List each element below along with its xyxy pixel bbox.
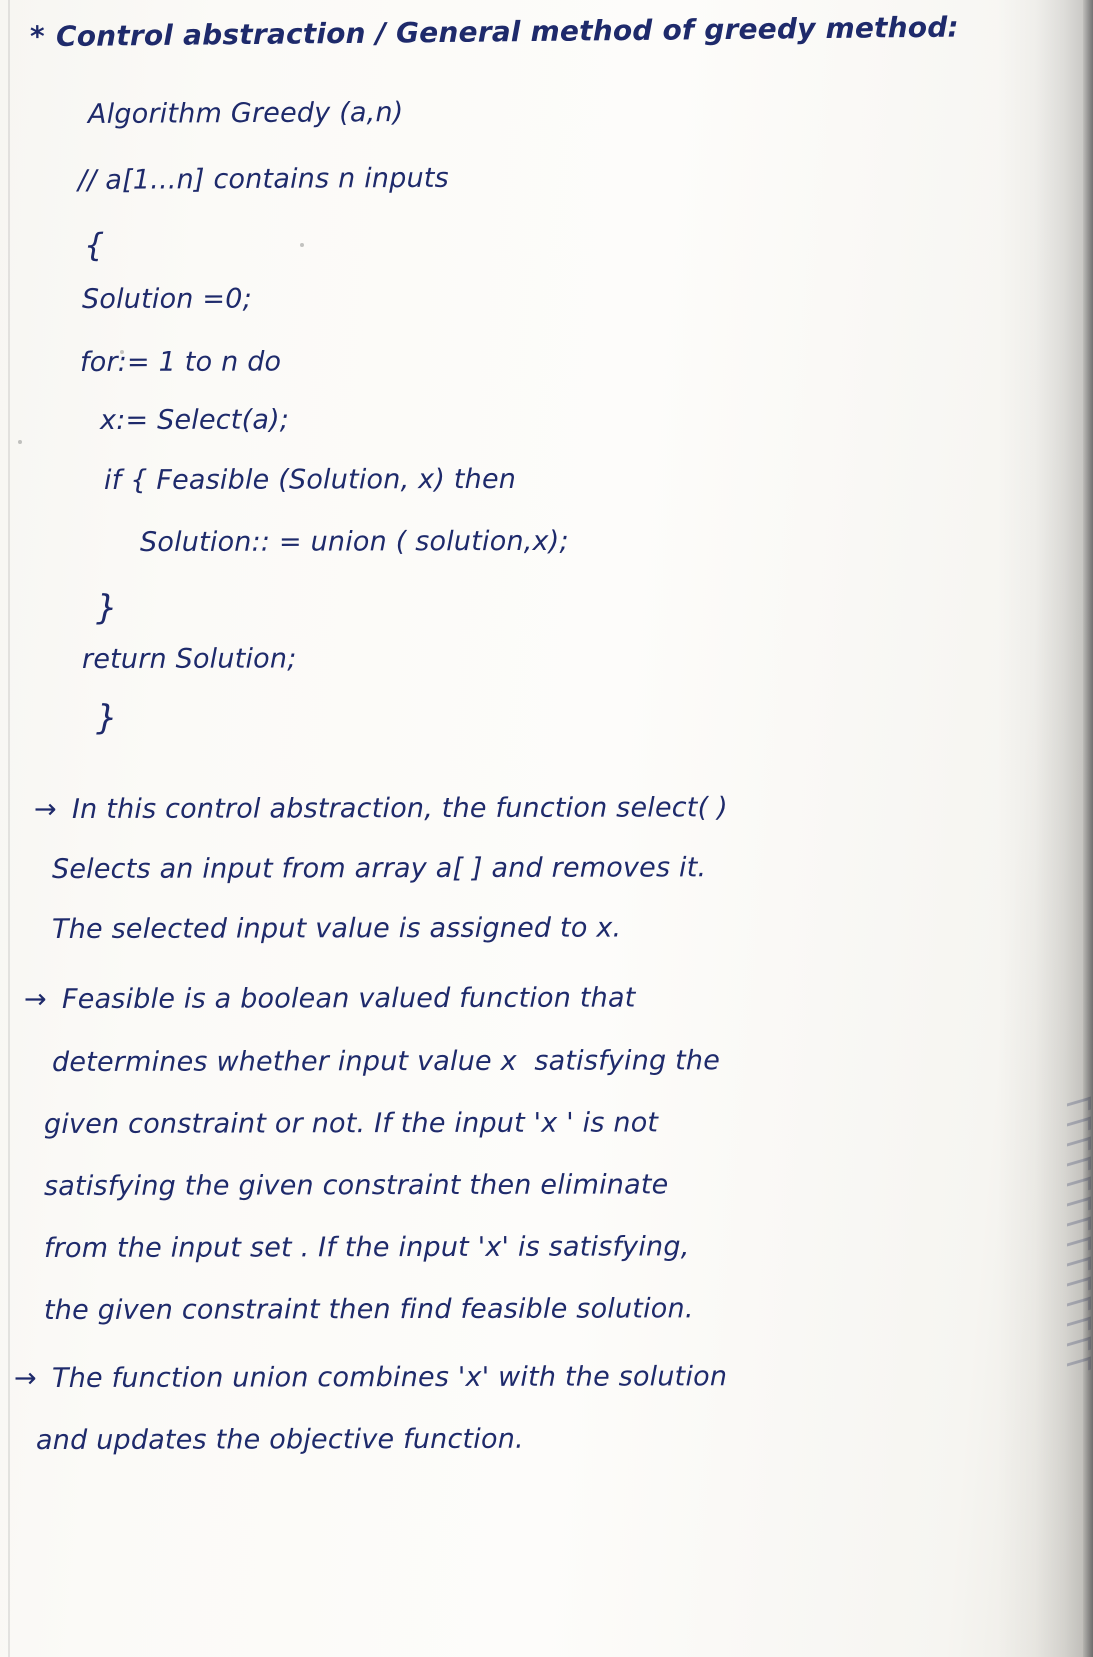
algo-line-6: if { Feasible (Solution, x) then <box>103 463 517 496</box>
note-1-line-1: determines whether input value x satisfying the <box>51 1045 721 1078</box>
algo-line-0: Algorithm Greedy (a,n) <box>87 97 404 130</box>
note-2-line-0: The function union combines 'x' with the solution <box>51 1361 728 1394</box>
heading-marker: * <box>29 19 46 53</box>
note-0-line-2: The selected input value is assigned to x. <box>51 912 622 945</box>
paper-speck <box>120 350 124 354</box>
page-left-margin-line <box>8 0 10 1657</box>
note-0-line-0: In this control abstraction, the function select( ) <box>71 792 728 825</box>
algo-line-1: // a[1...n] contains n inputs <box>77 162 449 196</box>
note-1-marker: → <box>23 983 47 1015</box>
note-1-line-0: Feasible is a boolean valued function that <box>61 982 636 1015</box>
algo-line-3: Solution =0; <box>81 283 252 315</box>
algo-line-2: { <box>83 225 105 264</box>
page-right-edge <box>1083 0 1093 1657</box>
note-2-line-1: and updates the objective function. <box>35 1423 524 1456</box>
note-0-line-1: Selects an input from array a[ ] and removes it. <box>51 852 707 885</box>
paper-speck <box>18 440 22 444</box>
algo-line-10: } <box>95 697 118 738</box>
note-0-marker: → <box>33 793 57 825</box>
note-1-line-3: satisfying the given constraint then eliminate <box>43 1169 669 1202</box>
note-1-line-2: given constraint or not. If the input 'x ' is not <box>43 1107 659 1140</box>
page-title: Control abstraction / General method of greedy method: <box>55 10 960 53</box>
note-1-line-4: from the input set . If the input 'x' is satisfying, <box>43 1231 690 1264</box>
algo-line-4: for:= 1 to n do <box>79 346 282 378</box>
note-2-marker: → <box>13 1362 37 1394</box>
algo-line-9: return Solution; <box>81 643 297 675</box>
algo-line-8: } <box>95 587 118 628</box>
algo-line-7: Solution:: = union ( solution,x); <box>139 525 569 558</box>
note-1-line-5: the given constraint then find feasible solution. <box>43 1293 694 1326</box>
algo-line-5: x:= Select(a); <box>99 404 290 436</box>
paper-speck <box>300 243 304 247</box>
